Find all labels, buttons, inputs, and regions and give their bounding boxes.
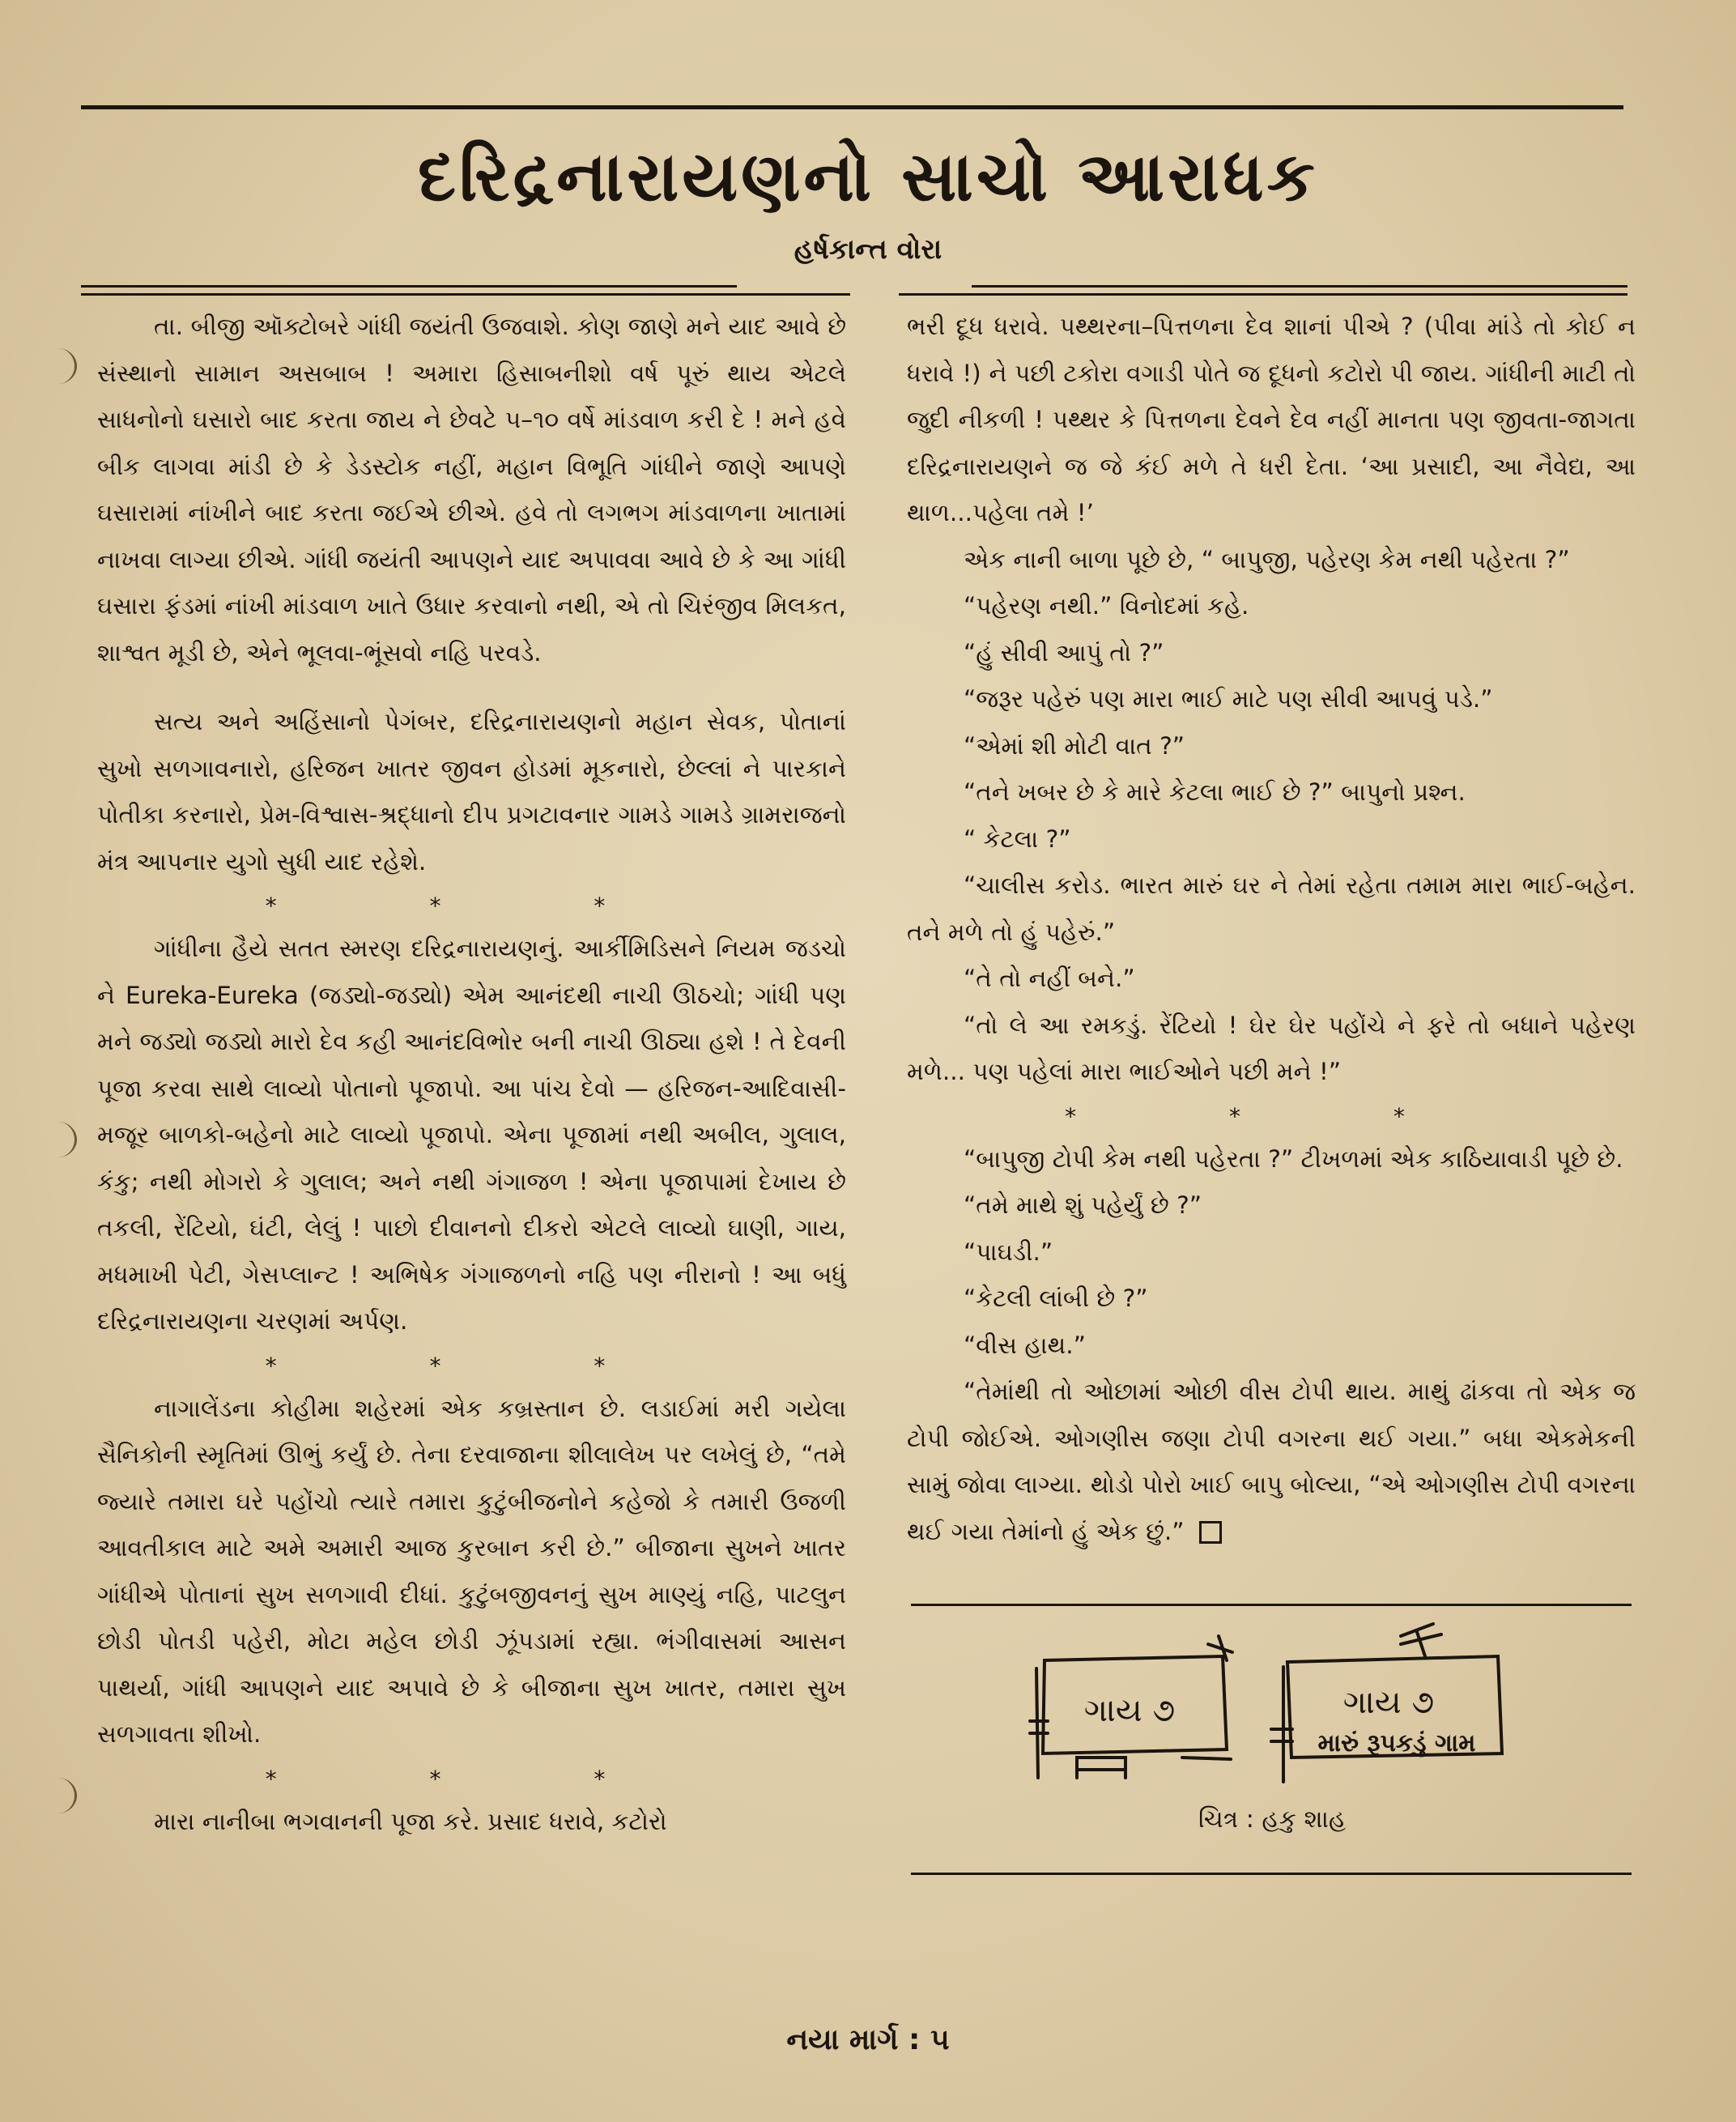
paragraph: સત્ય અને અહિંસાનો પેગંબર, દરિદ્રનારાયણનો મહાન સેવક, પોતાનાં સુખો સળગાવનારો, હરિજન ખાતર જીવન હોડમાં મૂકનારો, છેલ્લાં ને પારકાને પોતીકા કરનારો, પ્રેમ-વિશ્વાસ-શ્રદ્ધાનો દીપ પ્રગટાવનાર ગામડે ગામડે ગ્રામરાજનો મંત્ર આપનાર યુગો સુધી યાદ રહેશે. <box>97 708 846 876</box>
dialogue-line: “ કેટલા ?” <box>964 825 1071 853</box>
village-sketch-illustration <box>1020 1612 1538 1806</box>
dialogue-line: “બાપુજી ટોપી કેમ નથી પહેરતા ?” ટીખળમાં એક કાઠિયાવાડી પૂછે છે. <box>964 1144 1623 1173</box>
sketch-label: ગાય ૭ <box>1083 1692 1176 1729</box>
dialogue-line: “તને ખબર છે કે મારે કેટલા ભાઈ છે ?” બાપુનો પ્રશ્ન. <box>964 778 1466 806</box>
right-column <box>907 304 1636 1555</box>
dialogue-line <box>907 1369 1636 1555</box>
illustration-rule-bottom <box>911 1873 1632 1875</box>
article-author: હર્ષકાન્ત વોરા <box>794 233 942 266</box>
header-rule-left <box>81 285 737 288</box>
dialogue-line: એક નાની બાળા પૂછે છે, “ બાપુજી, પહેરણ કેમ નથી પહેરતા ?” <box>964 545 1570 573</box>
sketch-label: ગાય ૭ <box>1342 1684 1435 1721</box>
left-column <box>97 304 846 1845</box>
section-separator: * * * <box>265 1765 679 1792</box>
illustration-rule-top <box>911 1604 1632 1606</box>
paragraph: ગાંધીના હૈયે સતત સ્મરણ દરિદ્રનારાયણનું. આર્કીમિડિસને નિયમ જડચો ને Eureka-Eureka (જડ્યો-જડ્યો) એમ આનંદથી નાચી ઊઠચો; ગાંધી પણ મને જડ્યો જડ્યો મારો દેવ કહી આનંદવિભોર બની નાચી ઊઠ્યા હશે ! તે દેવની પૂજા કરવા સાથે લાવ્યો પોતાનો પૂજાપો. આ પાંચ દેવો — હરિજન-આદિવાસી-મજૂર બાળકો-બહેનો માટે લાવ્યો પૂજાપો. એના પૂજામાં નથી અબીલ, ગુલાલ, કંકુ; નથી મોગરો કે ગુલાલ; અને નથી ગંગાજળ ! એના પૂજાપામાં દેખાય છે તકલી, રેંટિયો, ઘંટી, લેલું ! પાછો દીવાનનો દીકરો એટલે લાવ્યો ઘાણી, ગાય, મધમાખી પેટી, ગેસપ્લાન્ટ ! અભિષેક ગંગાજળનો નહિ પણ નીરાનો ! આ બધું દરિદ્રનારાયણના ચરણમાં અર્પણ. <box>97 935 846 1335</box>
top-rule <box>81 105 1623 109</box>
page-footer: નયા માર્ગ : ૫ <box>786 2023 950 2056</box>
dialogue-line: “તે તો નહીં બને.” <box>964 965 1135 992</box>
dialogue-line: “ચાલીસ કરોડ. ભારત મારું ઘર ને તેમાં રહેતા તમામ મારા ભાઈ-બહેન. તને મળે તો હું પહેરું.” <box>907 871 1636 946</box>
dialogue-line: “વીસ હાથ.” <box>964 1331 1086 1359</box>
paragraph: તા. બીજી ઑક્ટોબરે ગાંધી જયંતી ઉજવાશે. કોણ જાણે મને યાદ આવે છે સંસ્થાનો સામાન અસબાબ ! અમારા હિસાબનીશો વર્ષ પૂરું થાય એટલે સાધનોનો ઘસારો બાદ કરતા જાય ને છેવટે ૫–૧૦ વર્ષે માંડવાળ કરી દે ! મને હવે બીક લાગવા માંડી છે કે ડેડસ્ટોક નહીં, મહાન વિભૂતિ ગાંધીને જાણે આપણે ઘસારામાં નાંખીને બાદ કરતા જઈએ છીએ. હવે તો લગભગ માંડવાળના ખાતામાં નાખવા લાગ્યા છીએ. ગાંધી જયંતી આપણને યાદ અપાવવા આવે છે કે આ ગાંધી ઘસારા ફંડમાં નાંખી માંડવાળ ખાતે ઉધાર કરવાનો નથી, એ તો ચિરંજીવ મિલકત, શાશ્વત મૂડી છે, એને ભૂલવા-ભૂંસવો નહિ પરવડે. <box>97 313 846 667</box>
dialogue-line: “હું સીવી આપું તો ?” <box>964 638 1164 667</box>
dialogue-line: “કેટલી લાંબી છે ?” <box>964 1285 1148 1312</box>
dialogue-line: “જરૂર પહેરું પણ મારા ભાઈ માટે પણ સીવી આપવું પડે.” <box>964 685 1493 713</box>
column-rule-right <box>899 293 1628 296</box>
paragraph: ભરી દૂધ ધરાવે. પથ્થરના–પિત્તળના દેવ શાનાં પીએ ? (પીવા માંડે તો કોઈ ન ધરાવે !) ને પછી ટકોરા વગાડી પોતે જ દૂધનો કટોરો પી જાય. ગાંધીની માટી તો જુદી નીકળી ! પથ્થર કે પિત્તળના દેવને દેવ નહીં માનતા પણ જીવતા-જાગતા દરિદ્રનારાયણને જ જે કંઈ મળે તે ધરી દેતા. ‘આ પ્રસાદી, આ નૈવેદ્ય, આ થાળ...પહેલા તમે !’ <box>907 313 1636 526</box>
punch-hole-mark <box>39 1122 77 1157</box>
dialogue-line: “પહેરણ નથી.” વિનોદમાં કહે. <box>964 592 1249 620</box>
closing-dialogue: “તેમાંથી તો ઓછામાં ઓછી વીસ ટોપી થાય. માથું ઢાંકવા તો એક જ ટોપી જોઈએ. ઓગણીસ જણા ટોપી વગરના થઈ ગયા.” બધા એકમેકની સામું જોવા લાગ્યા. થોડો પોરો ખાઈ બાપુ બોલ્યા, “એ ઓગણીસ ટોપી વગરના થઈ ગયા તેમાંનો હું એક છું.” <box>907 1378 1636 1545</box>
section-separator: * * * <box>265 893 679 919</box>
dialogue-line: “એમાં શી મોટી વાત ?” <box>964 731 1185 760</box>
dialogue-line: “તમે માથે શું પહેર્યું છે ?” <box>964 1191 1202 1219</box>
header-rule-right <box>972 285 1628 288</box>
paragraph: મારા નાનીબા ભગવાનની પૂજા કરે. પ્રસાદ ધરાવે, કટોરો <box>154 1807 667 1835</box>
punch-hole-mark <box>39 348 77 384</box>
illustration-caption: ચિત્ર : હકુ શાહ <box>1198 1805 1347 1834</box>
section-separator: * * * <box>265 1352 679 1379</box>
dialogue-line: “તો લે આ રમકડું. રેંટિયો ! ઘેર ઘેર પહોંચે ને ફરે તો બધાને પહેરણ મળે... પણ પહેલાં મારા ભાઈઓને પછી મને !” <box>907 1011 1636 1085</box>
section-separator: * * * <box>1065 1102 1478 1130</box>
sketch-sub-label: મારું રૂપકડું ગામ <box>1317 1729 1476 1758</box>
punch-hole-mark <box>39 1778 77 1813</box>
dialogue-line: “પાઘડી.” <box>964 1238 1053 1266</box>
end-mark-box-icon <box>1199 1521 1222 1544</box>
column-rule-left <box>81 293 850 296</box>
article-title: દરિદ્રનારાયણનો સાચો આરાધક <box>418 137 1318 216</box>
paragraph: નાગાલેંડના કોહીમા શહેરમાં એક કબ્રસ્તાન છે. લડાઈમાં મરી ગયેલા સૈનિકોની સ્મૃતિમાં ઊભું કર્યું છે. તેના દરવાજાના શીલાલેખ પર લખેલું છે, “તમે જ્યારે તમારા ઘરે પહોંચો ત્યારે તમારા કુટુંબીજનોને કહેજો કે તમારી ઉજળી આવતીકાલ માટે અમે અમારી આજ કુરબાન કરી છે.” બીજાના સુખને ખાતર ગાંધીએ પોતાનાં સુખ સળગાવી દીધાં. કુટુંબજીવનનું સુખ માણ્યું નહિ, પાટલુન છોડી પોતડી પહેરી, મોટા મહેલ છોડી ઝૂંપડામાં રહ્યા. ભંગીવાસમાં આસન પાથર્યા, ગાંધી આપણને યાદ અપાવે છે કે બીજાના સુખ ખાતર, તમારા સુખ સળગાવતા શીખો. <box>97 1394 846 1748</box>
